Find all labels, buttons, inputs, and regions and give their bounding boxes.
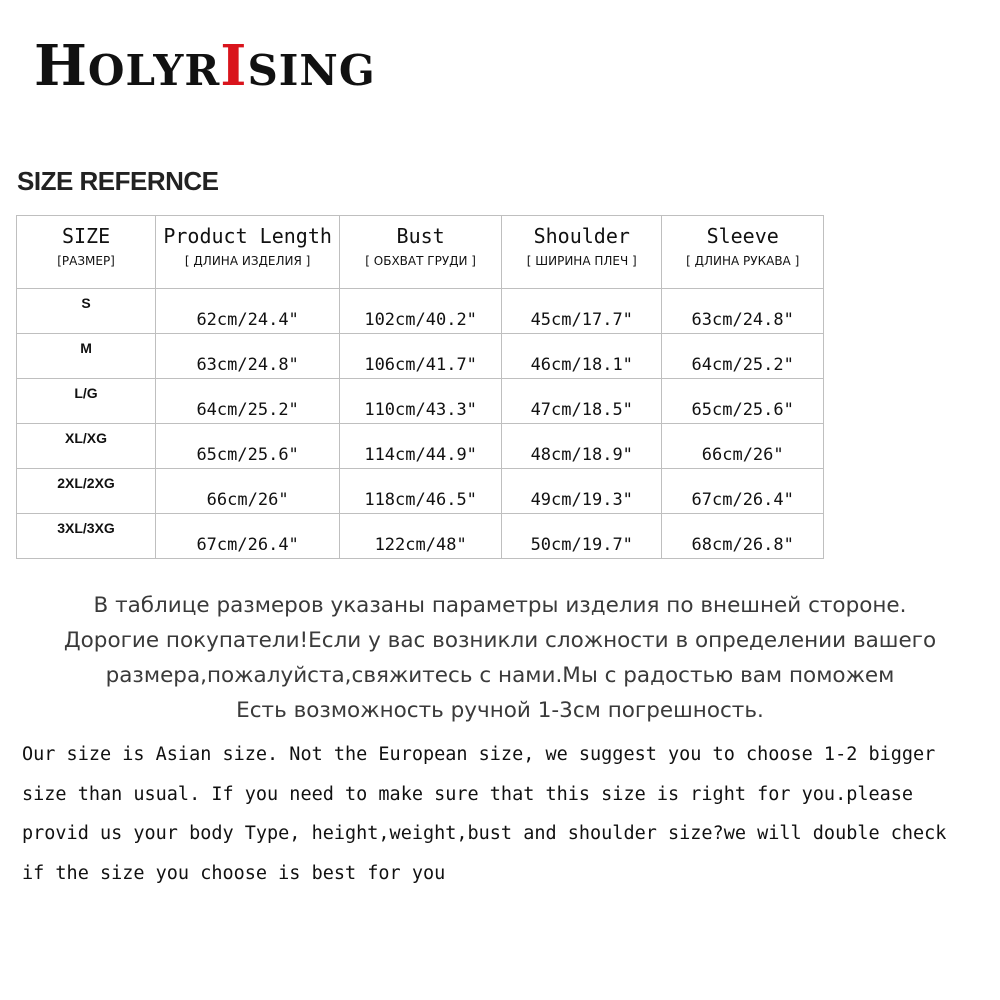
- bust-cell: 118cm/46.5": [340, 469, 502, 514]
- table-row: [17, 379, 824, 424]
- product-length-cell: 66cm/26": [156, 469, 340, 514]
- product-length-cell: 62cm/24.4": [156, 289, 340, 334]
- header-subtitle: [ ДЛИНА ИЗДЕЛИЯ ]: [184, 254, 311, 268]
- shoulder-cell: 49cm/19.3": [502, 469, 662, 514]
- header-sleeve: [662, 216, 824, 289]
- header-subtitle: [ ШИРИНА ПЛЕЧ ]: [526, 254, 637, 268]
- size-cell: S: [17, 289, 156, 334]
- english-note-line: provid us your body Type, height,weight,bust and shoulder size?we will double check: [22, 823, 947, 844]
- table-row: [17, 424, 824, 469]
- table-row: [17, 289, 824, 334]
- shoulder-cell: 48cm/18.9": [502, 424, 662, 469]
- header-title: Shoulder: [533, 224, 630, 248]
- size-cell: XL/XG: [17, 424, 156, 469]
- section-title: SIZE REFERNCE: [17, 166, 219, 196]
- sleeve-cell: 68cm/26.8": [662, 514, 824, 559]
- header-title: SIZE: [61, 224, 111, 248]
- table-row: [17, 514, 824, 559]
- bust-cell: 102cm/40.2": [340, 289, 502, 334]
- header-bust: [340, 216, 502, 289]
- size-cell: L/G: [17, 379, 156, 424]
- product-length-cell: 63cm/24.8": [156, 334, 340, 379]
- header-subtitle: [ ОБХВАТ ГРУДИ ]: [365, 254, 476, 268]
- english-note-line: if the size you choose is best for you: [22, 862, 446, 884]
- russian-note-line: В таблице размеров указаны параметры изделия по внешней стороне.: [93, 593, 907, 618]
- product-length-cell: 65cm/25.6": [156, 424, 340, 469]
- sleeve-cell: 63cm/24.8": [662, 289, 824, 334]
- brand-logo: HOLYRISING: [34, 33, 376, 99]
- size-cell: 2XL/2XG: [17, 469, 156, 514]
- header-shoulder: [502, 216, 662, 289]
- header-title: Bust: [396, 224, 445, 248]
- russian-note-line: Дорогие покупатели!Если у вас возникли сложности в определении вашего: [63, 628, 937, 653]
- russian-note-line: Есть возможность ручной 1-3см погрешность.: [236, 698, 764, 723]
- size-cell: 3XL/3XG: [17, 514, 156, 559]
- sleeve-cell: 66cm/26": [662, 424, 824, 469]
- header-subtitle: [РАЗМЕР]: [57, 254, 115, 268]
- table-row: [17, 334, 824, 379]
- header-size: [17, 216, 156, 289]
- english-note: [22, 735, 992, 893]
- shoulder-cell: 47cm/18.5": [502, 379, 662, 424]
- shoulder-cell: 46cm/18.1": [502, 334, 662, 379]
- english-note-line: size than usual. If you need to make sure that this size is right for you.please: [22, 783, 914, 805]
- header-title: Product Length: [163, 224, 332, 248]
- header-product-length: [156, 216, 340, 289]
- table-row: [17, 469, 824, 514]
- bust-cell: 106cm/41.7": [340, 334, 502, 379]
- header-subtitle: [ ДЛИНА РУКАВА ]: [686, 254, 800, 268]
- shoulder-cell: 50cm/19.7": [502, 514, 662, 559]
- sleeve-cell: 65cm/25.6": [662, 379, 824, 424]
- sleeve-cell: 64cm/25.2": [662, 334, 824, 379]
- product-length-cell: 67cm/26.4": [156, 514, 340, 559]
- table-header-row: [17, 216, 824, 289]
- header-title: Sleeve: [706, 224, 779, 248]
- size-cell: M: [17, 334, 156, 379]
- product-length-cell: 64cm/25.2": [156, 379, 340, 424]
- russian-note: [0, 588, 1000, 728]
- bust-cell: 122cm/48": [340, 514, 502, 559]
- size-table: [16, 215, 824, 559]
- bust-cell: 110cm/43.3": [340, 379, 502, 424]
- bust-cell: 114cm/44.9": [340, 424, 502, 469]
- sleeve-cell: 67cm/26.4": [662, 469, 824, 514]
- english-note-line: Our size is Asian size. Not the European size, we suggest you to choose 1-2 bigger: [22, 744, 936, 765]
- russian-note-line: размера,пожалуйста,свяжитесь с нами.Мы с радостью вам поможем: [105, 663, 895, 688]
- shoulder-cell: 45cm/17.7": [502, 289, 662, 334]
